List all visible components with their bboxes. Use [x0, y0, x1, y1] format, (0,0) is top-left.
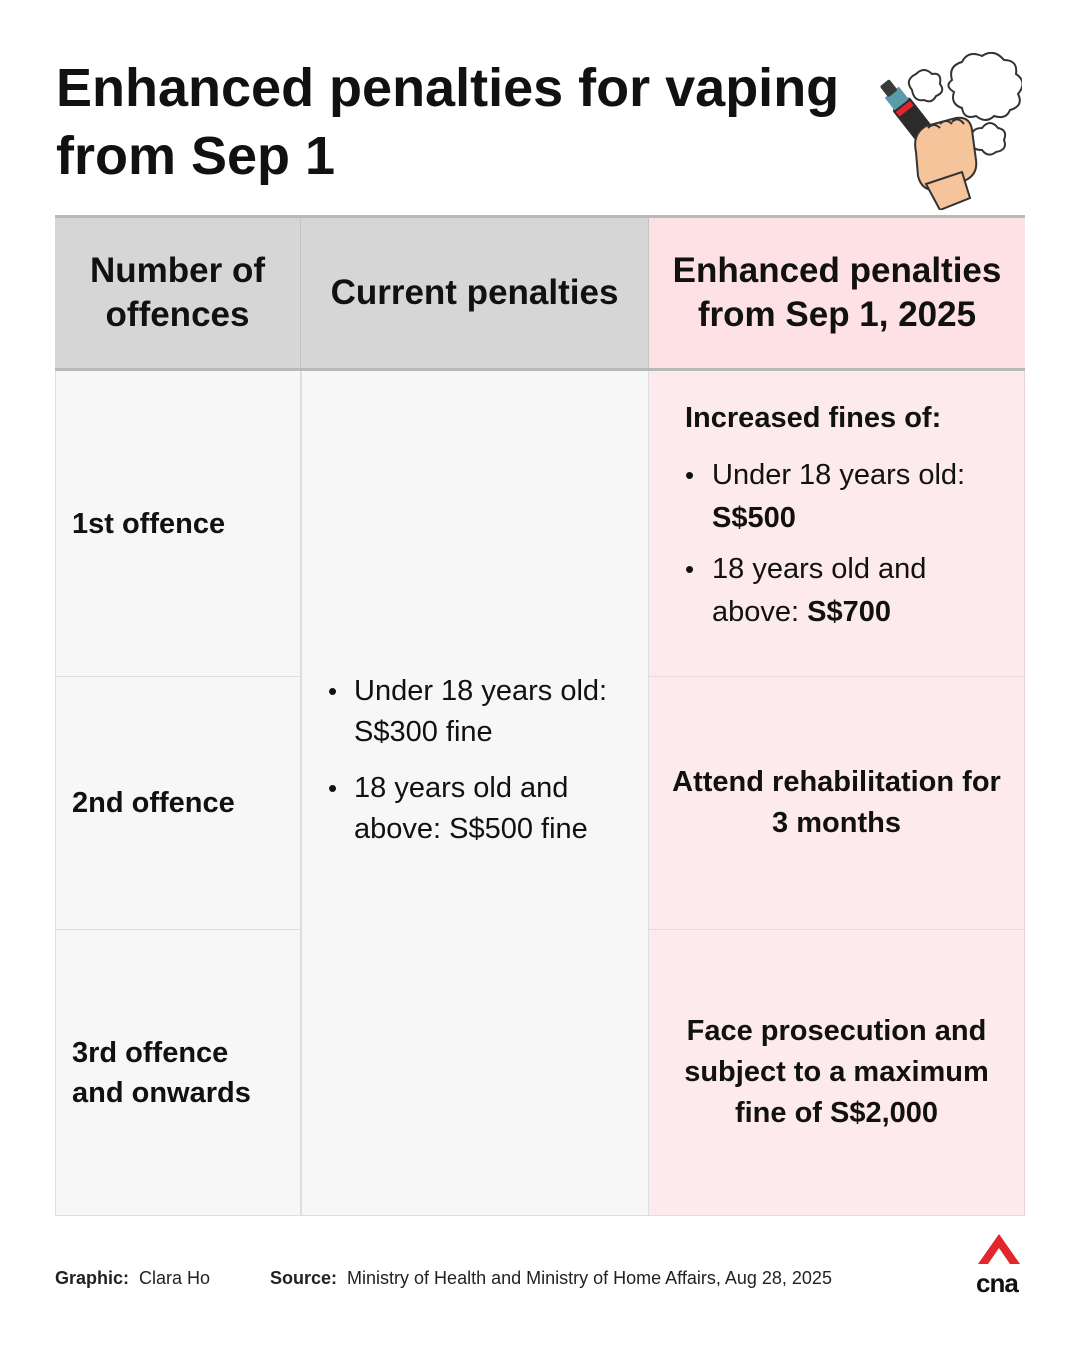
header-current-penalties: Current penalties [301, 218, 649, 368]
page-title [56, 54, 876, 190]
row-1st-offence [55, 371, 301, 677]
penalties-table [55, 215, 1025, 1213]
offence-label: 3rd offence and onwards [72, 1036, 251, 1109]
fine-label: 18 years old and above: [712, 553, 927, 628]
source-credit [270, 1268, 832, 1289]
graphic-label: Graphic: [55, 1268, 130, 1288]
source-value: Ministry of Health and Ministry of Home Affairs, Aug 28, 2025 [347, 1268, 832, 1288]
header-enhanced-penalties: Enhanced penalties from Sep 1, 2025 [649, 218, 1025, 368]
fine-amount: S$700 [807, 596, 891, 628]
offence-label: 2nd offence [72, 787, 235, 819]
enhanced-1st-offence [649, 371, 1025, 677]
enhanced-text: Face prosecution and subject to a maximum fine of S$2,000 [684, 1015, 989, 1129]
title-line-1: Enhanced penalties for vaping [56, 58, 840, 118]
source-label: Source: [270, 1268, 338, 1288]
title-line-2: from Sep 1 [56, 126, 336, 186]
cna-logo-text: cna [976, 1268, 1018, 1298]
fine-label: Under 18 years old: [712, 459, 966, 491]
footer-credits [55, 1268, 832, 1289]
header-number-of-offences: Number of offences [55, 218, 301, 368]
enhanced-text: Attend rehabilitation for 3 months [672, 766, 1001, 839]
fine-amount: S$500 [712, 502, 796, 534]
enhanced-fine-item [685, 548, 975, 634]
enhanced-3rd-offence [649, 930, 1025, 1216]
graphic-value: Clara Ho [139, 1268, 211, 1288]
current-penalty-item: • 18 years old and above: S$500 fine [328, 768, 628, 850]
enhanced-lead: Increased fines of: [685, 402, 942, 434]
enhanced-fine-item [685, 454, 985, 540]
row-3rd-offence [55, 930, 301, 1216]
enhanced-2nd-offence [649, 677, 1025, 930]
offence-label: 1st offence [72, 507, 226, 540]
vape-hand-illustration [872, 52, 1022, 210]
current-penalty-item: • Under 18 years old: S$300 fine [328, 671, 628, 753]
current-penalties-cell [301, 371, 649, 1216]
row-2nd-offence [55, 677, 301, 930]
